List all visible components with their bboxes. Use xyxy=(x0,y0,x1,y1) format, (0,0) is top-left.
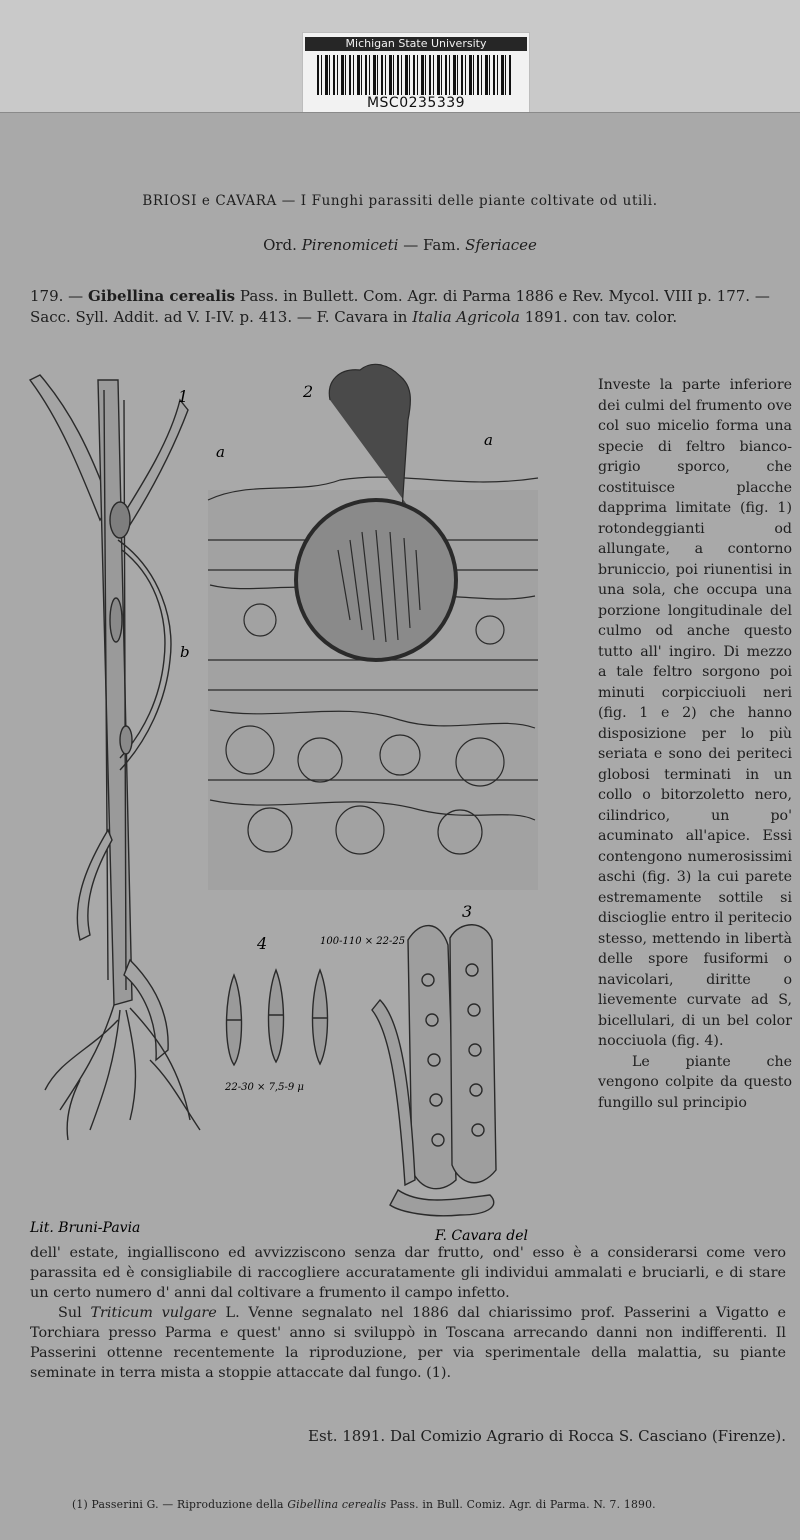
species-citation: 179. — Gibellina cerealis Pass. in Bullett. Com. Agr. di Parma 1886 e Rev. Mycol. VIII p. 177. — Sacc. Syll. Addit. ad V. I-IV. p. 413. — F. Cavara in Italia Agricola 1891. con tav. color. xyxy=(30,287,770,326)
fig-2-label: 2 xyxy=(303,382,314,401)
body-text xyxy=(30,1243,786,1383)
citation-year: 1891. con tav. color. xyxy=(524,308,678,326)
footnote-species: Gibellina cerealis xyxy=(287,1498,387,1511)
order-name: Pirenomiceti xyxy=(301,236,399,254)
barcode-number: MSC0235339 xyxy=(366,95,466,111)
barcode-institution: Michigan State University xyxy=(305,37,527,51)
order-prefix: Ord. xyxy=(263,236,297,254)
illustration-plate xyxy=(20,360,595,1240)
fig-4-label: 4 xyxy=(257,934,268,953)
family-prefix: Fam. xyxy=(423,236,461,254)
spores-illustration xyxy=(226,970,328,1065)
page-header-title: BRIOSI e CAVARA — I Funghi parassiti delle piante coltivate od utili. xyxy=(142,193,658,209)
asci-illustration xyxy=(372,925,496,1216)
history-text: L. Venne segnalato nel 1886 dal chiarissimo prof. Passerini a Vigatto e Torchiara presso Parma e quest' anno si sviluppò in Toscana arrecando danni non indifferenti. Il Passerini ottenne recentemente la riproduzione, per via sperimentale della malattia, su piante seminate in terra mista a stoppie attaccate dal fungo. (1). xyxy=(30,1305,787,1381)
description-paragraph: Investe la parte inferiore dei culmi del frumento ove col suo micelio forma una specie di feltro bianco-grigio sporco, che costituisce placche dapprima limitate (fig. 1) rotondeggianti od allungate, a contorno bruniccio, poi riunentisi in una sola, che occupa una porzione longitudinale del culmo od anche questo tutto all' ingiro. Di mezzo a tale feltro sorgono poi minuti corpicciuoli neri (fig. 1 e 2) che hanno disposizione per lo più seriata e sono dei periteci globosi terminati in un collo o bitorzoletto nero, cilindrico, un po' acuminato all'apice. Essi contengono numerosissimi aschi (fig. 3) la cui parete estremamente sottile si discioglie entro il peritecio stesso, mettendo in libertà delle spore fusiformi o navicolari, diritte o lievemente curvate ad S, bicellulari, di un bel color nocciuola (fig. 4). xyxy=(598,377,792,1049)
history-paragraph xyxy=(30,1303,786,1383)
wheat-stem-illustration xyxy=(30,375,200,1140)
host-species: Triticum vulgare xyxy=(90,1305,217,1321)
fig-3-label: 3 xyxy=(462,902,473,921)
footnote-source: Pass. in Bull. Comiz. Agr. di Parma. N. 7. 1890. xyxy=(390,1498,656,1511)
spore-measurement: 22-30 × 7,5-9 μ xyxy=(225,1082,304,1093)
barcode-label xyxy=(302,32,530,114)
taxonomy-separator: — xyxy=(403,236,419,254)
citation-journal: Italia Agricola xyxy=(412,308,520,326)
footnote-text: (1) Passerini G. — Riproduzione della xyxy=(72,1498,284,1511)
effects-paragraph-start: Le piante che vengono colpite da questo fungillo sul principio xyxy=(598,1053,792,1111)
family-name: Sferiacee xyxy=(465,236,537,254)
history-lead: Sul xyxy=(58,1305,82,1321)
species-name: Gibellina cerealis xyxy=(87,287,236,305)
label-a-right: a xyxy=(484,431,493,449)
fig-1-label: 1 xyxy=(178,387,189,406)
taxonomy-line xyxy=(0,236,800,254)
source-line: Est. 1891. Dal Comizio Agrario di Rocca S. Casciano (Firenze). xyxy=(308,1427,786,1445)
label-a-left: a xyxy=(216,443,225,461)
right-column-text xyxy=(598,375,792,1113)
asci-measurement: 100-110 × 22-25 xyxy=(320,936,406,947)
citation-text: Pass. in Bullett. Com. Agr. di Parma 1886 e Rev. Mycol. VIII p. 177. — Sacc. Syll. Addit. ad V. I-IV. p. 413. — F. Cavara in xyxy=(30,287,770,326)
barcode-bars xyxy=(317,55,513,95)
label-b: b xyxy=(180,643,190,661)
artist-signature: F. Cavara del xyxy=(435,1228,528,1240)
effects-paragraph-continued: dell' estate, ingialliscono ed avvizziscono senza dar frutto, ond' esso è a considerarsi come vero parassita ed è consigliabile di raccogliere accuratamente gli individui ammalati e bruciarli, e di stare un certo numero d' anni dal coltivare a frumento il campo infetto. xyxy=(30,1245,786,1301)
citation-number: 179. xyxy=(30,287,64,305)
lithographer-signature: Lit. Bruni-Pavia xyxy=(30,1220,141,1236)
footnote xyxy=(72,1498,787,1511)
